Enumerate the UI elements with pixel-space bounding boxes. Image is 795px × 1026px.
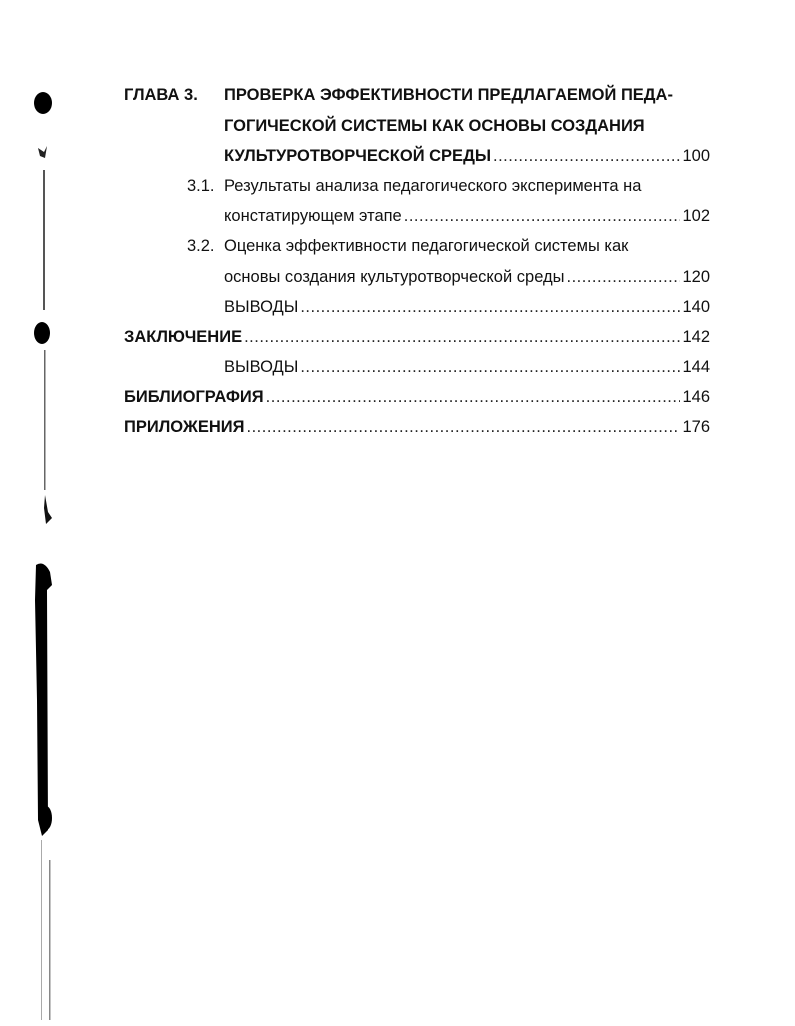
binding-marks xyxy=(0,0,80,1026)
binding-line xyxy=(49,860,51,1020)
punch-hole-mark xyxy=(34,322,50,344)
page-number: 102 xyxy=(682,207,710,225)
zaklyuchenie-title: ЗАКЛЮЧЕНИЕ xyxy=(124,328,243,346)
page-number: 176 xyxy=(682,418,710,436)
bibliography-title: БИБЛИОГРАФИЯ xyxy=(124,388,264,406)
dot-leader xyxy=(266,387,681,407)
dot-leader xyxy=(246,417,680,437)
toc-conclusions-2 xyxy=(224,357,710,377)
page-number: 100 xyxy=(682,147,710,165)
toc-conclusions-1 xyxy=(224,297,710,317)
dot-leader xyxy=(404,206,681,226)
toc-section-3-1-line-2 xyxy=(224,206,710,226)
punch-hole-mark xyxy=(40,806,52,830)
appendices-title: ПРИЛОЖЕНИЯ xyxy=(124,418,245,436)
toc-section-3-2-line-1 xyxy=(187,236,628,256)
section-title-line-1: Оценка эффективности педагогической системы как xyxy=(224,237,629,255)
binding-line xyxy=(44,350,46,490)
toc-chapter-3-line-1 xyxy=(124,85,673,105)
punch-hole-mark xyxy=(34,92,52,114)
toc-chapter-3-line-3 xyxy=(224,146,710,166)
binding-line xyxy=(43,170,45,310)
toc-bibliography xyxy=(124,387,710,407)
toc-section-3-2-line-2 xyxy=(224,267,710,287)
toc-zaklyuchenie xyxy=(124,327,710,347)
binding-mark xyxy=(38,146,47,158)
dot-leader xyxy=(300,297,680,317)
binding-strip xyxy=(35,564,52,836)
chapter-title-line-3: КУЛЬТУРОТВОРЧЕСКОЙ СРЕДЫ xyxy=(224,147,491,165)
section-title-line-1: Результаты анализа педагогического эксперимента на xyxy=(224,177,642,195)
binding-line xyxy=(41,840,42,1020)
section-number: 3.1. xyxy=(187,177,215,195)
chapter-title-line-2: ГОГИЧЕСКОЙ СИСТЕМЫ КАК ОСНОВЫ СОЗДАНИЯ xyxy=(224,117,645,135)
section-title-line-2: констатирующем этапе xyxy=(224,207,402,225)
conclusions-title: ВЫВОДЫ xyxy=(224,358,299,376)
page-number: 142 xyxy=(682,328,710,346)
page-number: 120 xyxy=(682,268,710,286)
dot-leader xyxy=(300,357,680,377)
dot-leader xyxy=(244,327,680,347)
page-number: 140 xyxy=(682,298,710,316)
toc-chapter-3-line-2 xyxy=(224,116,645,136)
chapter-label: ГЛАВА 3. xyxy=(124,86,198,104)
page-number: 144 xyxy=(682,358,710,376)
toc-appendices xyxy=(124,417,710,437)
section-title-line-2: основы создания культуротворческой среды xyxy=(224,268,565,286)
toc-section-3-1-line-1 xyxy=(187,176,641,196)
chapter-title-line-1: ПРОВЕРКА ЭФФЕКТИВНОСТИ ПРЕДЛАГАЕМОЙ ПЕДА- xyxy=(224,86,673,104)
binding-mark xyxy=(44,495,52,524)
dot-leader xyxy=(567,267,681,287)
section-number: 3.2. xyxy=(187,237,215,255)
page-number: 146 xyxy=(682,388,710,406)
conclusions-title: ВЫВОДЫ xyxy=(224,298,299,316)
dot-leader xyxy=(493,146,680,166)
